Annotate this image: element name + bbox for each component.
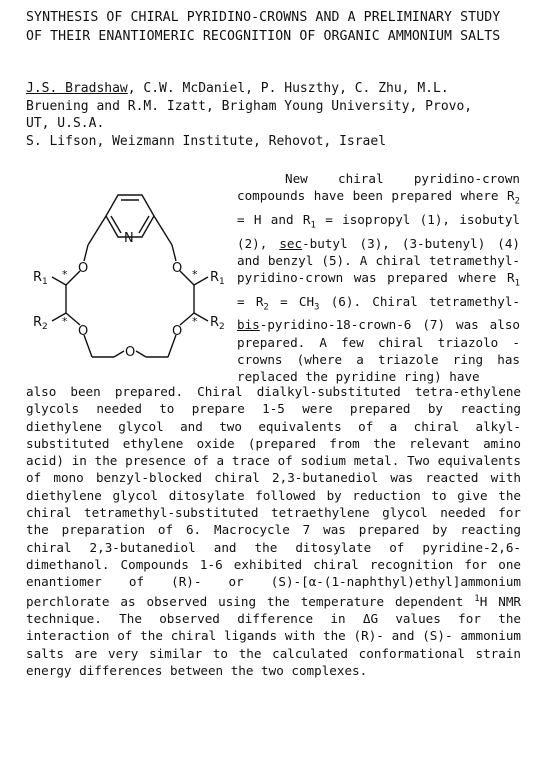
chiral-star-lower-right: * [192, 315, 198, 328]
ring-double-bond-left [111, 216, 121, 233]
author-line-4: S. Lifson, Weizmann Institute, Rehovot, Israel [26, 133, 387, 149]
chiral-star-lower-left: * [62, 315, 68, 328]
structure-labels [33, 231, 225, 360]
oxygen-lower-left: O [78, 324, 89, 339]
first-author: J.S. Bradshaw [26, 81, 128, 96]
oxygen-upper-left: O [78, 261, 89, 276]
author-line-2: Bruening and R.M. Izatt, Brigham Young University, Provo, [26, 98, 473, 114]
structure-bonds [52, 195, 208, 357]
pyridino-crown-structure [30, 185, 230, 375]
r2-left-label: $R_2$ [33, 315, 48, 332]
r1-left-label: $R_1$ [33, 270, 48, 287]
lower-left-chain-3 [114, 351, 124, 357]
nitrogen-label: N [124, 231, 134, 246]
oxygen-bottom: O [125, 345, 136, 360]
left-arm-o-bond [84, 245, 88, 261]
oxygen-upper-right: O [172, 261, 183, 276]
abstract-full-width: also been prepared. Chiral dialkyl-substituted tetra-ethylene glycols needed to prepare 1-5 were prepared by reacting diethylene glycol and two equivalents of a chiral alkyl-substituted ethylene oxide (prepared from the relevant amino acid) in the presence of a trace of sodium metal. Two equivalents of mono benzyl-blocked chiral 2,3-butanediol was reacted with diethylene glycol ditosylate followed by reduction to give the chiral tetramethyl-substituted tetraethylene glycol needed for the preparation of 6. Macrocycle 7 was prepared by reacting chiral 2,3-butanediol and the ditosylate of pyridine-2,6-dimethanol. Compounds 1-6 exhibited chiral recognition for one enantiomer of (R)- or (S)-[α-(1-naphthyl)ethyl]ammonium perchlorate as observed using the temperature dependent $^1$H NMR technique. The observed difference in ΔG values for the interaction of the chiral ligands with the (R)- and (S)- ammonium salts are very similar to the calculated conformational strain energy differences between the two complexes. [26, 384, 521, 678]
author-block [26, 80, 531, 150]
lower-right-chain-3 [136, 351, 146, 357]
author-line-1-rest: , C.W. McDaniel, P. Huszthy, C. Zhu, M.L. [127, 81, 449, 96]
ring-double-bond-right [139, 216, 149, 233]
author-line-3: UT, U.S.A. [26, 116, 105, 131]
chiral-star-upper-right: * [192, 268, 198, 281]
r1-right-label: $R_1$ [210, 270, 225, 287]
left-arm-bond [88, 216, 106, 245]
right-arm-o-bond [172, 245, 176, 261]
author-line-1 [26, 80, 531, 98]
title-line-2: OF THEIR ENANTIOMERIC RECOGNITION OF ORGANIC AMMONIUM SALTS [26, 29, 501, 44]
bis-term: bis [237, 317, 260, 333]
right-arm-bond [154, 216, 172, 245]
abstract-right-column: New chiral pyridino-crown compounds have been prepared where $R_2 = H$ and $R_1$ = isopropyl (1), isobutyl (2), sec-butyl (3), (3-butenyl) (4) and benzyl (5). A chiral tetramethyl-pyridino-crown was prepared where $R_1 = R_2 = CH_3$ (6). Chiral tetramethyl-bis-pyridino-18-crown-6 (7) was also prepared. A few chiral triazolo -crowns (where a triazole ring has replaced the pyridine ring) have [237, 171, 521, 385]
r2-right-label: $R_2$ [210, 315, 225, 332]
title-line-1: SYNTHESIS OF CHIRAL PYRIDINO-CROWNS AND A PRELIMINARY STUDY [26, 10, 501, 25]
paper-title [26, 8, 531, 46]
oxygen-lower-right: O [172, 324, 183, 339]
sec-term: sec [279, 235, 303, 251]
chiral-star-upper-left: * [62, 268, 68, 281]
